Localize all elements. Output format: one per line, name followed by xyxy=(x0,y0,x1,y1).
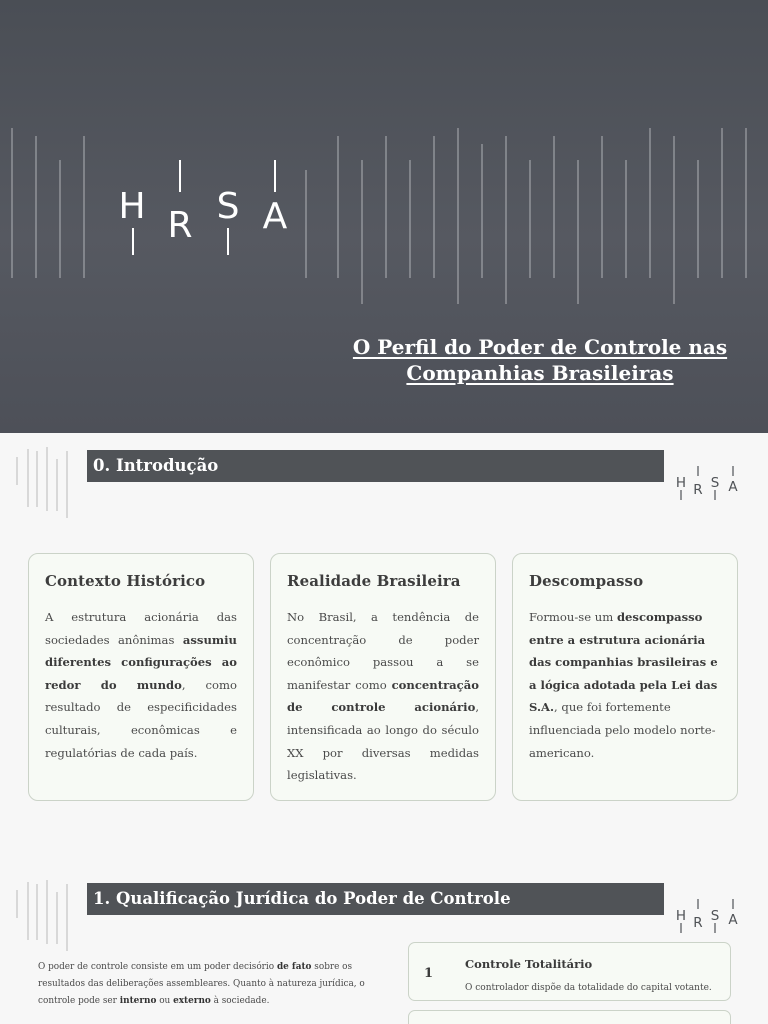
card-text: , intensificada ao longo do século XX por diversas medidas legislativas. xyxy=(287,700,479,783)
hrsa-logo xyxy=(110,155,300,265)
card-text: Formou-se um xyxy=(529,610,617,624)
list-item-next xyxy=(408,1010,731,1024)
small-logo-letter-s: S xyxy=(710,475,720,491)
page-title xyxy=(330,334,750,386)
card-body xyxy=(45,606,237,764)
intro-text-bold: externo xyxy=(173,996,211,1006)
section-1-heading: 1. Qualificação Jurídica do Poder de Controle xyxy=(87,883,664,915)
section-0-heading: 0. Introdução xyxy=(87,450,664,482)
intro-text: à sociedade. xyxy=(210,996,270,1006)
small-logo-letter-h: H xyxy=(675,475,687,491)
card-text: , que foi fortemente influenciada pelo modelo norte-americano. xyxy=(529,700,716,760)
intro-text-bold: interno xyxy=(119,996,157,1006)
list-item-description: O controlador dispõe da totalidade do capital votante. xyxy=(465,983,712,993)
small-logo-letter-a: A xyxy=(728,479,738,495)
intro-text: O poder de controle consiste em um poder decisório xyxy=(38,962,277,972)
card-text: , como resultado de especificidades culturais, econômicas e regulatórias de cada país. xyxy=(45,677,237,760)
card-body xyxy=(287,606,479,787)
card-descompasso xyxy=(512,553,738,801)
small-logo-letter-r: R xyxy=(693,915,703,931)
section-1-decorative-lines xyxy=(0,878,80,953)
list-item-controle-totalitario xyxy=(408,942,731,1001)
card-text-bold: concentração de controle acionário xyxy=(287,677,479,715)
card-text: No Brasil, a tendência de concentração de poder econômico passou a se manifestar como xyxy=(287,610,479,692)
section-0-decorative-lines xyxy=(0,445,80,520)
list-item-number: 1 xyxy=(424,966,434,981)
card-title: Descompasso xyxy=(529,572,644,590)
card-title: Realidade Brasileira xyxy=(287,572,461,590)
card-realidade-brasileira xyxy=(270,553,496,801)
card-contexto-historico xyxy=(28,553,254,801)
small-logo-letter-h: H xyxy=(675,908,687,924)
hrsa-small-logo xyxy=(672,896,744,936)
logo-letter-s: S xyxy=(216,186,240,227)
page-title-line-1: O Perfil do Poder de Controle nas xyxy=(352,335,728,359)
intro-text: ou xyxy=(156,996,174,1006)
intro-text: sobre os resultados das deliberações assembleares. Quanto à natureza jurídica, o controle pode ser xyxy=(38,962,365,1006)
small-logo-letter-a: A xyxy=(728,912,738,928)
logo-letter-r: R xyxy=(167,205,193,246)
card-text-bold: assumiu diferentes configurações ao redor do mundo xyxy=(45,632,237,692)
intro-text-bold: de fato xyxy=(276,962,312,972)
card-text: A estrutura acionária das sociedades anônimas xyxy=(45,610,237,647)
small-logo-letter-s: S xyxy=(710,908,720,924)
list-item-title: Controle Totalitário xyxy=(465,957,593,971)
qualificacao-intro-text xyxy=(38,959,368,1010)
card-body xyxy=(529,606,721,764)
small-logo-letter-r: R xyxy=(693,482,703,498)
page-title-line-2: Companhias Brasileiras xyxy=(406,361,674,385)
intro-cards xyxy=(28,553,738,801)
logo-letter-h: H xyxy=(118,186,146,227)
hrsa-small-logo xyxy=(672,463,744,503)
card-text-bold: descompasso entre a estrutura acionária das companhias brasileiras e a lógica adotada pela Lei das S.A. xyxy=(529,610,718,715)
logo-letter-a: A xyxy=(262,196,288,237)
card-title: Contexto Histórico xyxy=(45,572,206,590)
hero-banner xyxy=(0,0,768,433)
